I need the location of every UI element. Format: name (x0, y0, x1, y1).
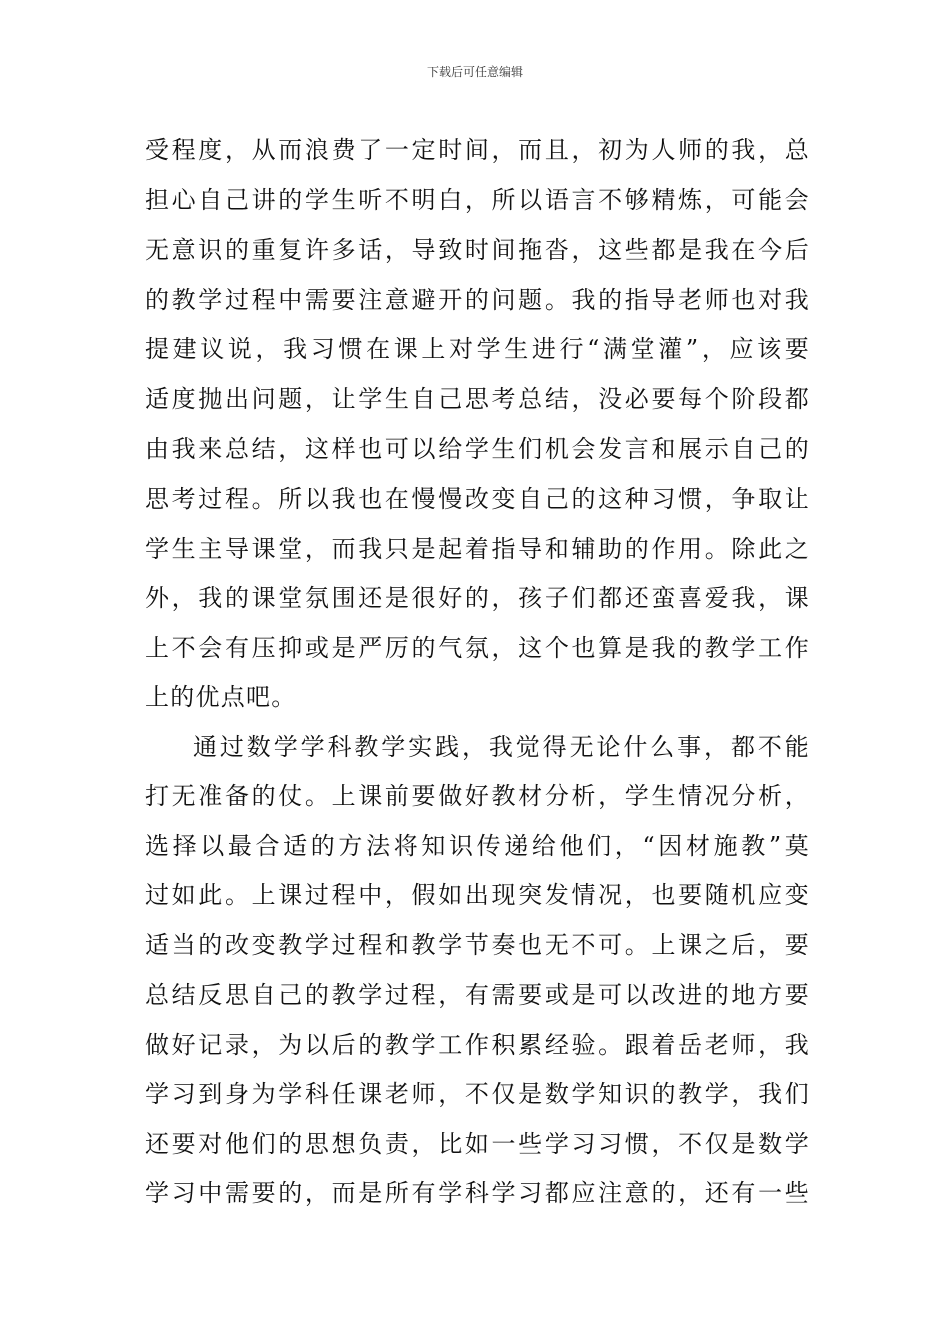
body-text-line: 适度抛出问题，让学生自己思考总结，没必要每个阶段都 (145, 385, 810, 413)
body-text-line: 外，我的课堂氛围还是很好的，孩子们都还蛮喜爱我，课 (145, 584, 810, 612)
body-text-line: 还要对他们的思想负责，比如一些学习习惯，不仅是数学 (145, 1130, 810, 1158)
body-text-line: 过如此。上课过程中，假如出现突发情况，也要随机应变 (145, 881, 810, 909)
body-text-line: 提建议说，我习惯在课上对学生进行“满堂灌”，应该要 (145, 335, 810, 363)
body-text-line: 担心自己讲的学生听不明白，所以语言不够精炼，可能会 (145, 186, 810, 214)
body-text-line: 学习到身为学科任课老师，不仅是数学知识的教学，我们 (145, 1080, 810, 1108)
body-text-line: 学习中需要的，而是所有学科学习都应注意的，还有一些 (145, 1179, 810, 1207)
paragraph-first-line: 通过数学学科教学实践，我觉得无论什么事，都不能 (193, 733, 810, 761)
body-text-line: 思考过程。所以我也在慢慢改变自己的这种习惯，争取让 (145, 485, 810, 513)
body-text-line: 上的优点吧。 (145, 683, 297, 711)
body-text-line: 做好记录，为以后的教学工作积累经验。跟着岳老师，我 (145, 1031, 810, 1059)
body-text-line: 上不会有压抑或是严厉的气氛，这个也算是我的教学工作 (145, 634, 810, 662)
body-text-line: 受程度，从而浪费了一定时间，而且，初为人师的我，总 (145, 136, 810, 164)
body-text-line: 总结反思自己的教学过程，有需要或是可以改进的地方要 (145, 981, 810, 1009)
body-text-line: 无意识的重复许多话，导致时间拖沓，这些都是我在今后 (145, 236, 810, 264)
body-text-line: 学生主导课堂，而我只是起着指导和辅助的作用。除此之 (145, 535, 810, 563)
header-note: 下载后可任意编辑 (426, 65, 523, 79)
body-text-line: 打无准备的仗。上课前要做好教材分析，学生情况分析， (145, 782, 810, 810)
body-text-line: 的教学过程中需要注意避开的问题。我的指导老师也对我 (145, 286, 810, 314)
body-text-line: 由我来总结，这样也可以给学生们机会发言和展示自己的 (145, 435, 810, 463)
body-text-line: 适当的改变教学过程和教学节奏也无不可。上课之后，要 (145, 931, 810, 959)
body-text-line: 选择以最合适的方法将知识传递给他们，“因材施教”莫 (145, 832, 810, 860)
